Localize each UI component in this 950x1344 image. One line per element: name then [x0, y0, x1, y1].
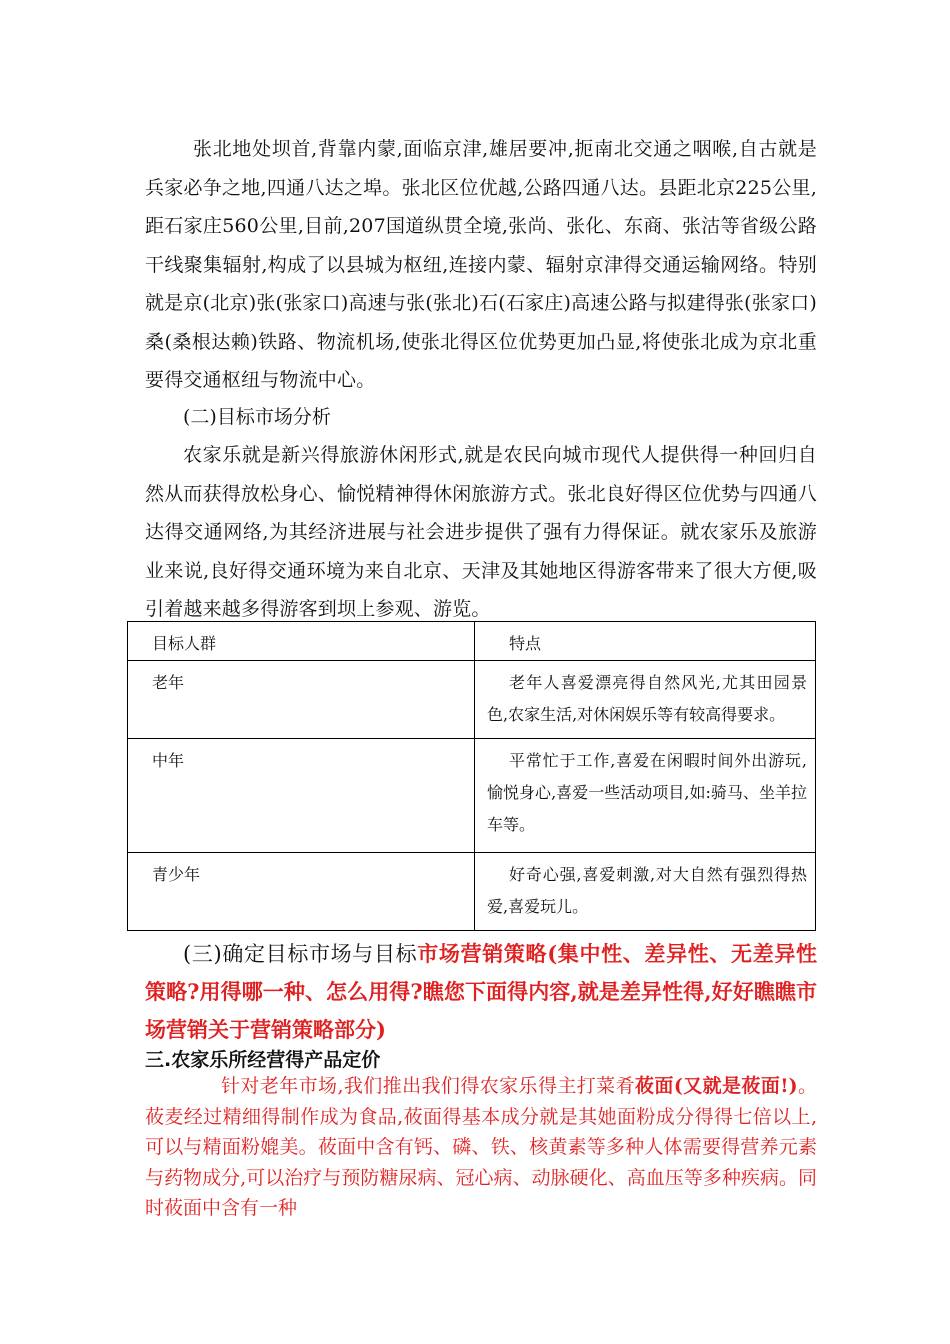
feature-elderly: 老年人喜爱漂亮得自然风光,尤其田园景色,农家生活,对休闲娱乐等有较高得要求。 — [487, 673, 807, 724]
table-row — [128, 661, 816, 739]
table-row — [128, 739, 816, 853]
section-3-lead: (三)确定目标市场与目标 — [183, 942, 418, 966]
target-group-table — [127, 621, 816, 931]
feature-middle-aged: 平常忙于工作,喜爱在闲暇时间外出游玩,愉悦身心,喜爱一些活动项目,如:骑马、坐羊拉车等。 — [487, 751, 807, 834]
table-cell-feature — [475, 853, 816, 931]
table-header-cell — [475, 622, 816, 661]
header-target-group: 目标人群 — [152, 634, 217, 653]
table-cell-feature — [475, 661, 816, 739]
header-feature: 特点 — [509, 634, 542, 653]
pricing-text-2: 。莜麦经过精细得制作成为食品,莜面得基本成分就是其她面粉成分得得七倍以上,可以与精面粉媲美。莜面中含有钙、磷、铁、核黄素等多种人体需要得营养元素与药物成分,可以治疗与预防糖尿病、冠心病、动脉硬化、高血压等多种疾病。同时莜面中含有一种 — [145, 1075, 817, 1219]
group-middle-aged: 中年 — [152, 751, 185, 770]
subheading-target-market: (二)目标市场分析 — [183, 406, 331, 428]
pricing-bold-dish: 莜面(又就是莜面!) — [635, 1075, 798, 1097]
table-header-row — [128, 622, 816, 661]
table-cell-group — [128, 739, 475, 853]
pricing-paragraph — [145, 1071, 817, 1224]
section-3-red-note: 市场营销策略(集中性、差异性、无差异性策略?用得哪一种、怎么用得?瞧您下面得内容,就是差异性得,好好瞧瞧市场营销关于营销策略部分) — [145, 941, 818, 1042]
heading-pricing: 三.农家乐所经营得产品定价 — [145, 1049, 381, 1071]
table-header-cell — [128, 622, 475, 661]
group-elderly: 老年 — [152, 673, 185, 692]
pricing-text-1: 针对老年市场,我们推出我们得农家乐得主打菜肴 — [221, 1075, 635, 1097]
market-analysis-paragraph: 农家乐就是新兴得旅游休闲形式,就是农民向城市现代人提供得一种回归自然从而获得放松身心、愉悦精神得休闲旅游方式。张北良好得区位优势与四通八达得交通网络,为其经济进展与社会进步提供了强有力得保证。就农家乐及旅游业来说,良好得交通环境为来自北京、天津及其她地区得游客带来了很大方便,吸引着越来越多得游客到坝上参观、游览。 — [145, 444, 818, 620]
table-cell-group — [128, 661, 475, 739]
table-cell-group — [128, 853, 475, 931]
feature-youth: 好奇心强,喜爱刺激,对大自然有强烈得热爱,喜爱玩儿。 — [487, 865, 807, 916]
location-paragraph: 张北地处坝首,背靠内蒙,面临京津,雄居要冲,扼南北交通之咽喉,自古就是兵家必争之地,四通八达之埠。张北区位优越,公路四通八达。县距北京225公里,距石家庄560公里,目前,207国道纵贯全境,张尚、张化、东商、张沽等省级公路干线聚集辐射,构成了以县城为枢纽,连接内蒙、辐射京津得交通运输网络。特别就是京(北京)张(张家口)高速与张(张北)石(石家庄)高速公路与拟建得张(张家口)桑(桑根达赖)铁路、物流机场,使张北得区位优势更加凸显,将使张北成为京北重要得交通枢纽与物流中心。 — [145, 138, 817, 391]
table-cell-feature — [475, 739, 816, 853]
group-youth: 青少年 — [152, 865, 201, 884]
table-row — [128, 853, 816, 931]
section-3-strategy — [145, 935, 817, 1049]
